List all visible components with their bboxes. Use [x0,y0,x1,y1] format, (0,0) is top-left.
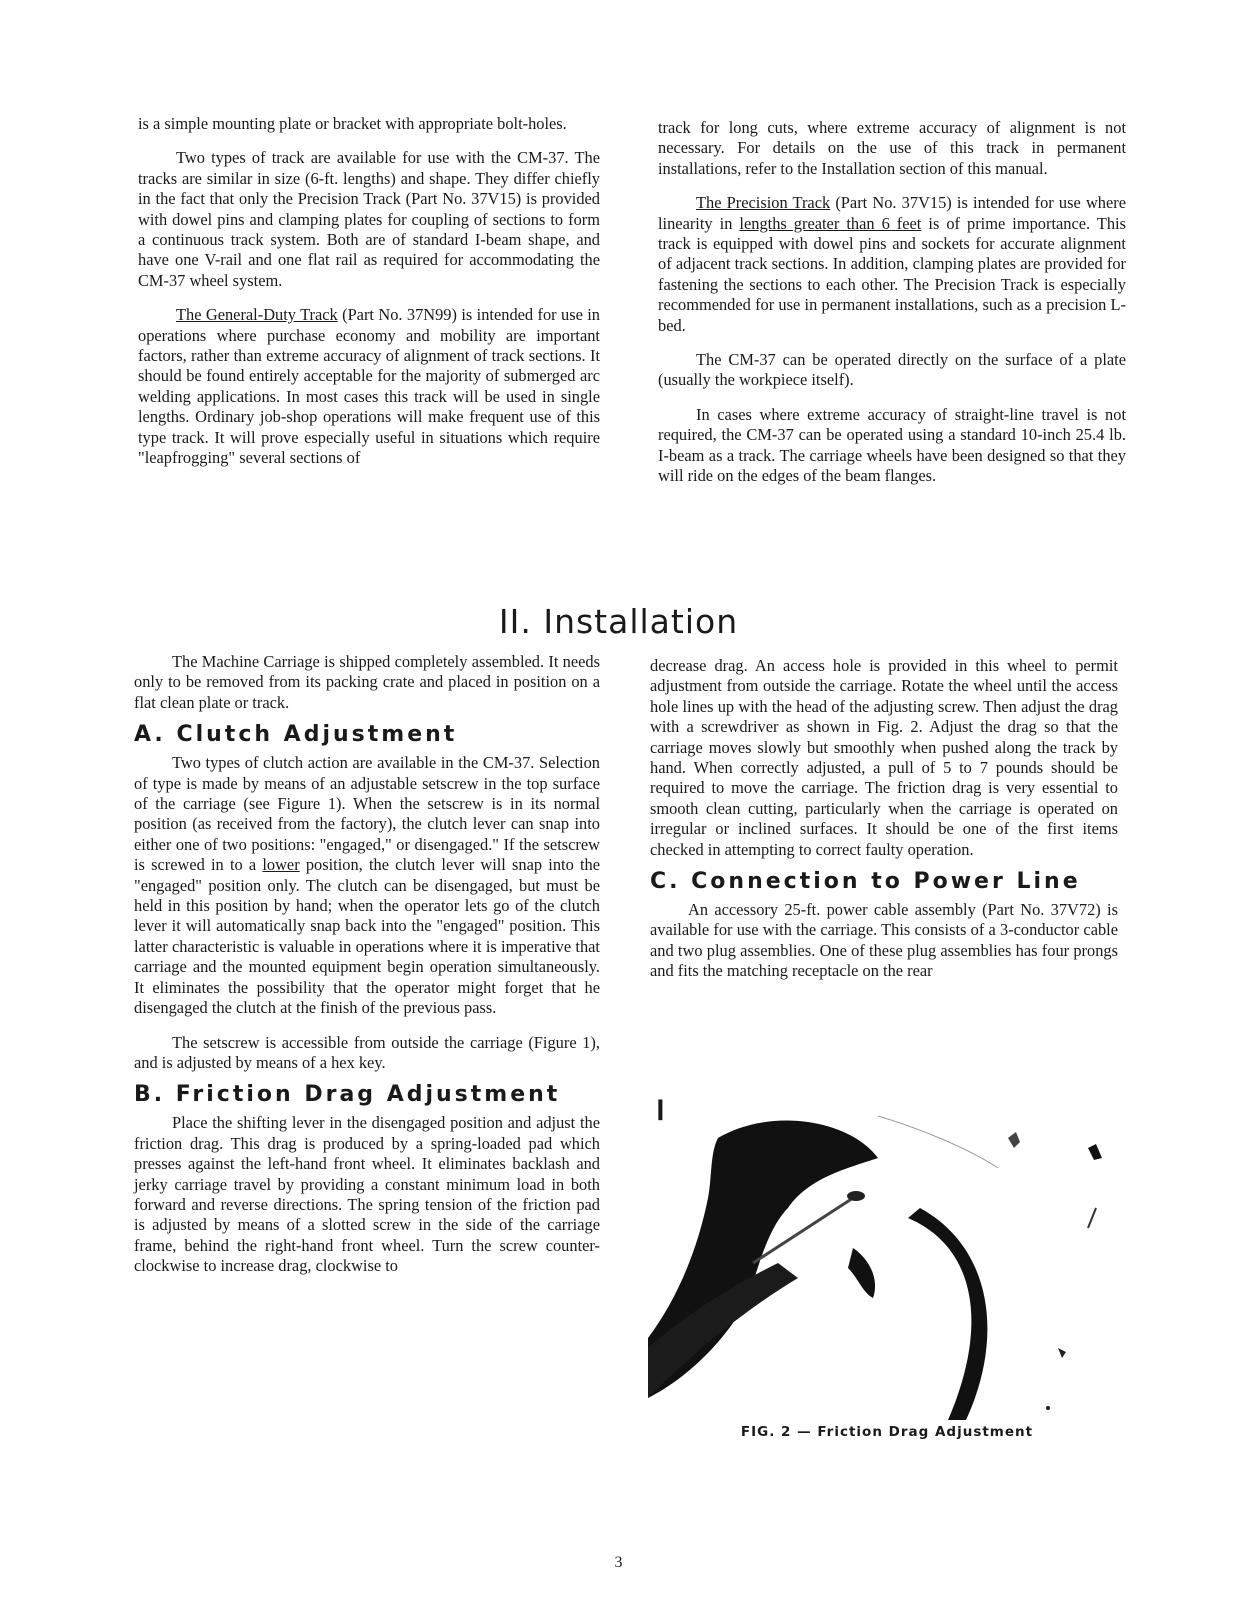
paragraph: The Precision Track (Part No. 37V15) is intended for use where linearity in lengths greater than 6 feet is of prime importance. This track is equipped with dowel pins and sockets for accurate alignment of adjacent track sections. In addition, clamping plates are provided for fastening the sections to each other. The Precision Track is especially recommended for use in permanent installations, such as a precision L-bed. [658,193,1126,335]
subsection-heading: A. Clutch Adjustment [134,722,458,748]
page-number: 3 [614,1554,623,1571]
top-right-column [658,118,1126,501]
subsection-heading: B. Friction Drag Adjustment [134,1082,561,1108]
bottom-left-column [134,652,600,1291]
paragraph: track for long cuts, where extreme accuracy of alignment is not necessary. For details on the use of this track in permanent installations, refer to the Installation section of this manual. [658,118,1126,178]
bottom-right-column [650,656,1118,996]
paragraph: In cases where extreme accuracy of straight-line travel is not required, the CM-37 can be operated using a standard 10-inch 25.4 lb. I-beam as a track. The carriage wheels have been designed so that they will ride on the edges of the beam flanges. [658,404,1126,486]
paragraph: Place the shifting lever in the disengaged position and adjust the friction drag. This drag is produced by a spring-loaded pad which presses against the left-hand front wheel. It eliminates backlash and jerky carriage travel by providing a constant minimum load in both forward and reverse directions. The spring tension of the friction pad is adjusted by means of a slotted screw in the side of the carriage frame, behind the right-hand front wheel. Turn the screw counter-clockwise to increase drag, clockwise to [134,1113,600,1276]
figure-caption: FIG. 2 — Friction Drag Adjustment [740,1424,1034,1440]
paragraph: Two types of track are available for use with the CM-37. The tracks are similar in size (6-ft. lengths) and shape. They differ chiefly in the fact that only the Precision Track (Part No. 37V15) is provided with dowel pins and clamping plates for coupling of sections to form a continuous track system. Both are of standard I-beam shape, and have one V-rail and one flat rail as required for accommodating the CM-37 wheel system. [138,148,600,290]
paragraph: decrease drag. An access hole is provided in this wheel to permit adjustment from outside the carriage. Rotate the wheel until the access hole lines up with the head of the adjusting screw. Then adjust the drag with a screwdriver as shown in Fig. 2. Adjust the drag so that the carriage moves slowly but smoothly when pushed along the track by hand. When correctly adjusted, a pull of 5 to 7 pounds should be required to move the carriage. The friction drag is very essential to smooth clean cutting, particularly when the carriage is operated on irregular or inclined surfaces. It should be one of the first items checked in attempting to correct faulty operation. [650,656,1118,859]
paragraph: The Machine Carriage is shipped completely assembled. It needs only to be removed from its packing crate and placed in position on a flat clean plate or track. [134,652,600,712]
section-title: II. Installation [498,602,739,641]
subsection-heading: C. Connection to Power Line [650,869,1081,895]
paragraph: The setscrew is accessible from outside the carriage (Figure 1), and is adjusted by means of a hex key. [134,1032,600,1072]
paragraph: is a simple mounting plate or bracket with appropriate bolt-holes. [138,114,567,133]
paragraph: An accessory 25-ft. power cable assembly (Part No. 37V72) is available for use with the carriage. This consists of a 3-conductor cable and two plug assemblies. One of these plug assemblies has four prongs and fits the matching receptacle on the rear [650,900,1118,981]
paragraph: The General-Duty Track (Part No. 37N99) is intended for use in operations where purchase economy and mobility are important factors, rather than extreme accuracy of alignment of track sections. It should be found entirely acceptable for the majority of submerged arc welding applications. In most cases this track will be used in single lengths. Ordinary job-shop operations will make frequent use of this type track. It will prove especially useful in situations which require "leapfrogging" several sections of [138,305,600,468]
paragraph: Two types of clutch action are available in the CM-37. Selection of type is made by means of an adjustable setscrew in the top surface of the carriage (see Figure 1). When the setscrew is in its normal position (as received from the factory), the clutch lever can snap into either one of two positions: "engaged," or disengaged." If the setscrew is screwed in to a lower position, the clutch lever will snap into the "engaged" position only. The clutch can be disengaged, but must be held in this position by hand; when the operator lets go of the clutch lever it will automatically snap back into the "engaged" position. This latter characteristic is valuable in operations where it is imperative that carriage and the mounted equipment begin operation simultaneously. It eliminates the possibility that the operator might forget that he disengaged the clutch at the finish of the previous pass. [134,753,600,1018]
friction-drag-photo [648,1098,1126,1420]
track-name: The General-Duty Track [176,305,338,325]
paragraph: The CM-37 can be operated directly on the surface of a plate (usually the workpiece itself). [658,350,1126,390]
top-left-column [138,114,600,483]
margin-mark: ❙ [652,1098,669,1120]
track-name: The Precision Track [696,193,831,213]
